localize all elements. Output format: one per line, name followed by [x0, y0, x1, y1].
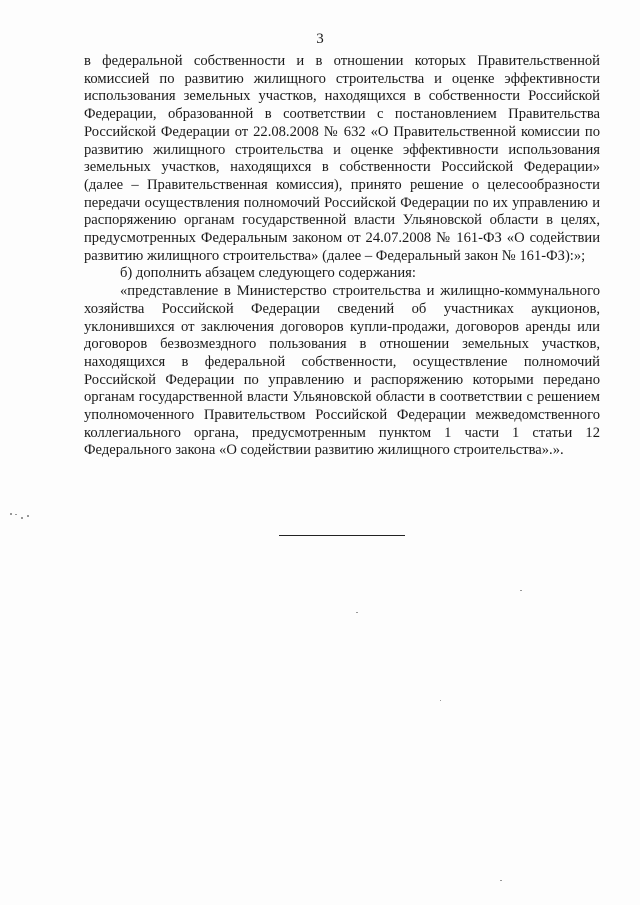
paragraph-new-clause: «представление в Министерство строительства и жилищно-коммунального хозяйства Российской Федерации сведений об участниках аукционов, уклонившихся от заключения договоров купли-продажи, договоров аренды или договоров безвозмездного пользования в отношении земельных участков, находящихся в федеральной собственности, осуществление полномочий Российской Федерации по управлению и распоряжению которыми передано органам государственной власти Ульяновской области в соответствии с решением уполномоченного Правительством Российской Федерации межведомственного коллегиального органа, предусмотренным пунктом 1 части 1 статьи 12 Федерального закона «О содействии развитию жилищного строительства».». — [84, 283, 600, 459]
scan-speck — [10, 513, 12, 515]
scan-speck — [500, 880, 502, 881]
scan-speck — [21, 517, 23, 519]
scan-speck — [27, 515, 29, 517]
page-number: 3 — [316, 31, 324, 47]
paragraph-subitem-b: б) дополнить абзацем следующего содержания: — [120, 265, 416, 282]
scan-speck — [440, 700, 441, 701]
paragraph-continuation: в федеральной собственности и в отношении которых Правительственной комиссией по развитию жилищного строительства и оценке эффективности использования земельных участков, находящихся в собственности Российской Федерации, образованной в соответствии с постановлением Правительства Российской Федерации от 22.08.2008 № 632 «О Правительственной комиссии по развитию жилищного строительства и оценке эффективности использования земельных участков, находящихся в собственности Российской Федерации» (далее – Правительственная комиссия), принято решение о целесообразности передачи осуществления полномочий Российской Федерации по их управлению и распоряжению органам государственной власти Ульяновской области в целях, предусмотренных Федеральным законом от 24.07.2008 № 161-ФЗ «О содействии развитию жилищного строительства» (далее – Федеральный закон № 161-ФЗ):»; — [84, 53, 600, 264]
scan-speck — [356, 612, 358, 613]
scan-speck — [15, 514, 17, 515]
closing-separator-line — [279, 535, 405, 536]
scan-speck — [520, 590, 522, 591]
document-body — [84, 53, 600, 460]
